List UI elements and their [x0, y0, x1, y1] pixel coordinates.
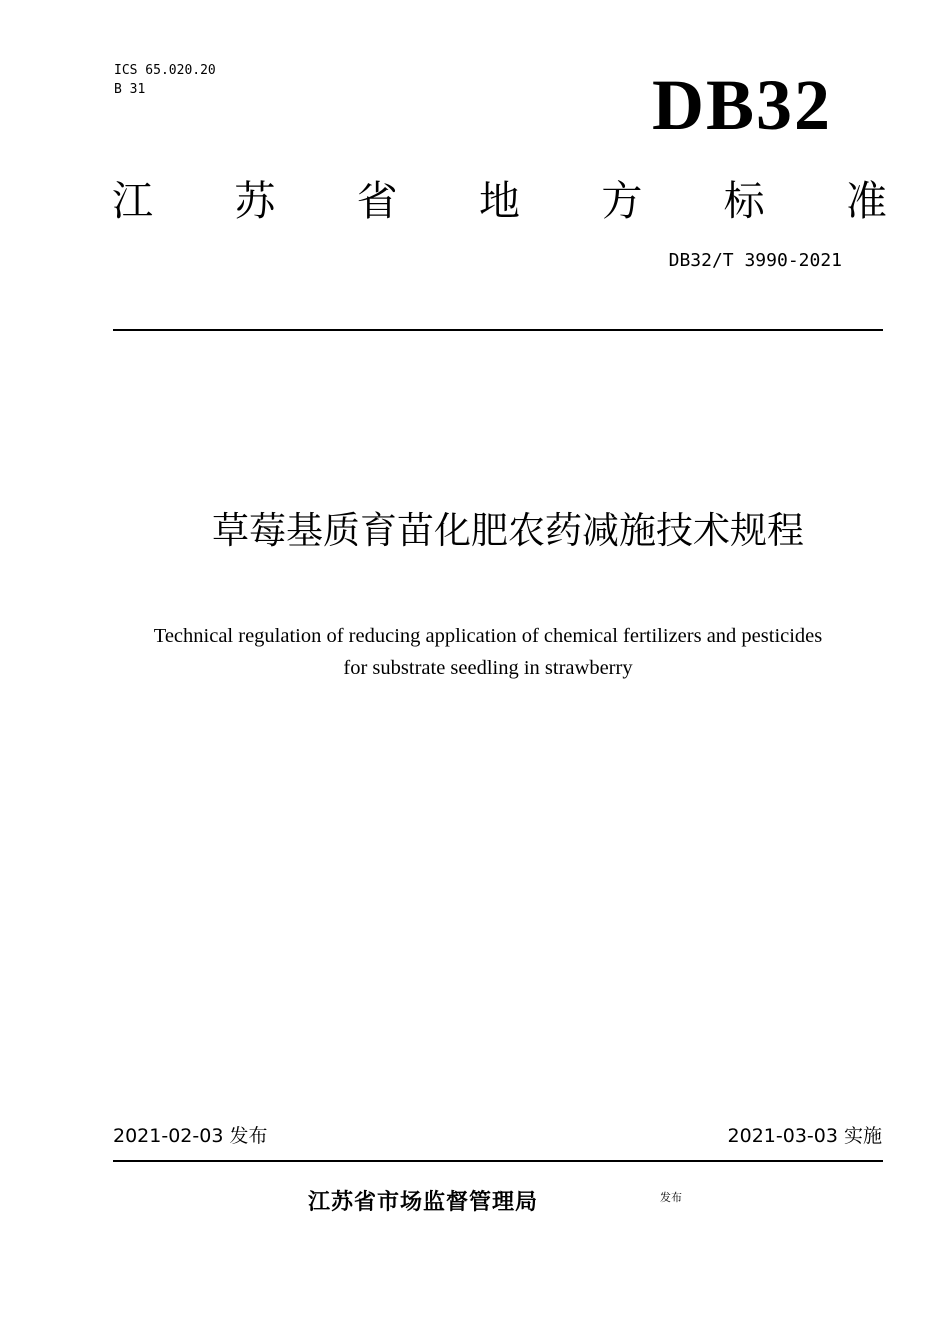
issue-date: 2021-02-03 发布 — [113, 1125, 268, 1147]
bottom-divider — [113, 1160, 883, 1162]
standard-type-char: 准 — [845, 177, 887, 225]
issuer-suffix: 发布 — [660, 1191, 682, 1204]
top-divider — [113, 329, 883, 331]
english-title-line-1: Technical regulation of reducing application of chemical fertilizers and pesticides — [153, 625, 823, 647]
chinese-title: 草莓基质育苗化肥农药减施技术规程 — [212, 509, 804, 552]
implementation-date: 2021-03-03 实施 — [727, 1125, 882, 1147]
standard-mark: DB32 — [651, 65, 832, 145]
classification-code: B 31 — [114, 82, 146, 97]
ics-code: ICS 65.020.20 — [114, 63, 216, 78]
english-title-line-2: for substrate seedling in strawberry — [343, 657, 633, 679]
standard-type-char: 省 — [356, 177, 398, 225]
standard-number: DB32/T 3990-2021 — [668, 250, 842, 271]
standard-type-char: 方 — [601, 177, 643, 225]
standard-type-char: 苏 — [234, 177, 276, 225]
standard-type-char: 地 — [478, 177, 520, 225]
standard-type-heading — [112, 172, 887, 230]
standard-type-char: 江 — [112, 177, 153, 225]
issuing-authority: 江苏省市场监督管理局 — [308, 1190, 539, 1215]
english-title — [100, 620, 876, 684]
standard-type-char: 标 — [723, 177, 765, 225]
